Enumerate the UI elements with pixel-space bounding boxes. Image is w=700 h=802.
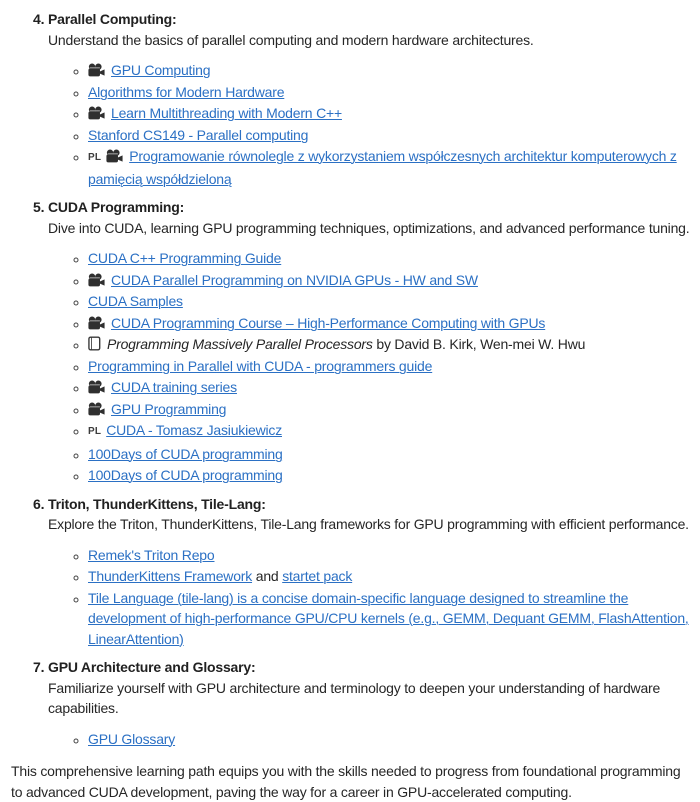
section-title: Triton, ThunderKittens, Tile-Lang: [48, 495, 266, 512]
resource-item [88, 291, 694, 312]
resource-item [88, 270, 694, 291]
resource-link[interactable]: 100Days of CUDA programming [88, 467, 283, 483]
resource-item [88, 82, 694, 103]
section-number: 6. [33, 495, 45, 512]
learning-path-list [11, 9, 694, 749]
item-text: by David B. Kirk, Wen-mei W. Hwu [372, 336, 586, 352]
resource-item [88, 545, 694, 566]
resource-link[interactable]: CUDA training series [111, 379, 237, 395]
section-description: Explore the Triton, ThunderKittens, Tile-Lang frameworks for GPU programming with efficient performance. [48, 516, 689, 532]
movie-camera-icon [88, 316, 105, 330]
resource-list [48, 248, 694, 486]
resource-item [88, 566, 694, 587]
resource-list [48, 545, 694, 650]
movie-camera-icon [106, 149, 123, 163]
section-number: 7. [33, 659, 45, 675]
resource-item [88, 60, 694, 81]
resource-link[interactable]: CUDA - Tomasz Jasiukiewicz [106, 422, 282, 438]
resource-list [48, 729, 694, 750]
section [11, 197, 694, 486]
section-title: Parallel Computing: [48, 11, 177, 27]
movie-camera-icon [88, 106, 105, 120]
resource-item [88, 103, 694, 124]
resource-item [88, 313, 694, 334]
resource-list [48, 60, 694, 189]
resource-item [88, 729, 694, 750]
resource-link[interactable]: Remek's Triton Repo [88, 546, 215, 563]
section-description: Familiarize yourself with GPU architecture and terminology to deepen your understanding of hardware capabilities. [48, 679, 661, 716]
resource-link[interactable]: 100Days of CUDA programming [88, 445, 283, 462]
resource-link[interactable]: Learn Multithreading with Modern C++ [111, 105, 342, 121]
resource-item [88, 444, 694, 465]
movie-camera-icon [88, 380, 105, 394]
resource-item [88, 248, 694, 269]
section-number: 4. [33, 11, 45, 27]
resource-item [88, 377, 694, 398]
movie-camera-icon [88, 273, 105, 287]
resource-link[interactable]: GPU Computing [111, 62, 211, 78]
section [11, 9, 694, 189]
resource-link[interactable]: CUDA C++ Programming Guide [88, 250, 282, 266]
resource-link[interactable]: Programowanie równolegle z wykorzystaniem współczesnych architektur komputerowych z pamięcią współdzieloną [88, 148, 677, 187]
movie-camera-icon [88, 63, 105, 77]
poland-flag-label: PL [88, 426, 102, 437]
resource-link[interactable]: CUDA Samples [88, 293, 183, 309]
section-title: GPU Architecture and Glossary: [48, 659, 256, 675]
resource-item [88, 399, 694, 420]
resource-link[interactable]: CUDA Parallel Programming on NVIDIA GPUs - HW and SW [111, 271, 478, 288]
resource-item [88, 334, 694, 355]
resource-item [88, 356, 694, 377]
resource-link[interactable]: CUDA Programming Course – High-Performance Computing with GPUs [111, 314, 546, 331]
closing-paragraph: This comprehensive learning path equips you with the skills needed to progress from foundational programming to advanced CUDA development, paving the way for a career in GPU-accelerated computing. [11, 763, 681, 800]
resource-item [88, 465, 694, 486]
resource-item [88, 588, 694, 650]
resource-link[interactable]: Stanford CS149 - Parallel computing [88, 126, 309, 143]
resource-link[interactable]: startet pack [282, 568, 353, 584]
section-description: Understand the basics of parallel computing and modern hardware architectures. [48, 31, 534, 48]
resource-link[interactable]: GPU Programming [111, 400, 227, 417]
movie-camera-icon [88, 402, 105, 416]
resource-link[interactable]: ThunderKittens Framework [88, 568, 253, 584]
section-description: Dive into CUDA, learning GPU programming techniques, optimizations, and advanced performance tuning. [48, 219, 690, 236]
item-text: and [252, 568, 283, 584]
resource-item [88, 420, 694, 443]
resource-link[interactable]: Tile Language (tile-lang) is a concise domain-specific language designed to streamline the development of high-performance GPU/CPU kernels (e.g., GEMM, Dequant GEMM, FlashAttention, LinearAttention) [88, 589, 689, 647]
book-icon [88, 336, 101, 351]
resource-link[interactable]: Programming in Parallel with CUDA - programmers guide [88, 357, 433, 374]
resource-item [88, 125, 694, 146]
section-number: 5. [33, 199, 45, 215]
resource-item [88, 146, 694, 189]
section [11, 494, 694, 650]
section-title: CUDA Programming: [48, 199, 185, 215]
resource-link[interactable]: Algorithms for Modern Hardware [88, 83, 285, 100]
resource-link[interactable]: GPU Glossary [88, 730, 176, 747]
poland-flag-label: PL [88, 152, 102, 163]
section [11, 657, 694, 749]
book-title: Programming Massively Parallel Processors [107, 336, 373, 352]
